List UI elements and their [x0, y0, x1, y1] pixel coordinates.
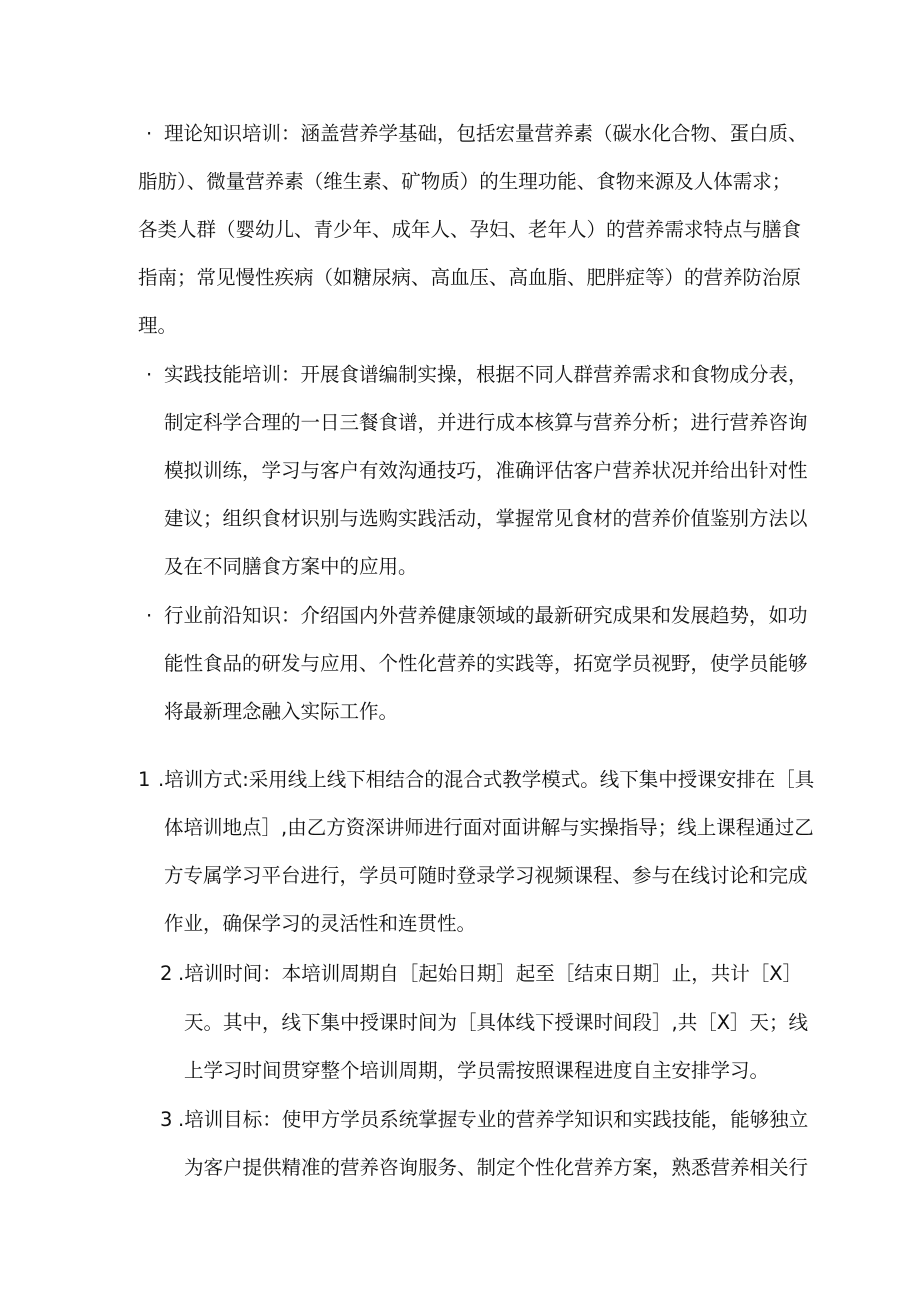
item-number: 1: [138, 768, 151, 791]
bullet-1-line-2: 脂肪）、微量营养素（维生素、矿物质）的生理功能、食物来源及人体需求；: [138, 170, 792, 193]
item-number: 2: [160, 962, 173, 985]
item-1-line-1: .培训方式:采用线上线下相结合的混合式教学模式。线下集中授课安排在［具: [158, 768, 815, 791]
item-1-line-3: 方专属学习平台进行，学员可随时登录学习视频课程、参与在线讨论和完成: [164, 864, 808, 887]
bullet-1-line-4: 指南；常见慢性疾病（如糖尿病、高血压、高血脂、肥胖症等）的营养防治原: [138, 266, 802, 289]
item-3-line-1: .培训目标：使甲方学员系统掌握专业的营养学知识和实践技能，能够独立: [178, 1108, 809, 1131]
bullet-2-line-3: 模拟训练，学习与客户有效沟通技巧，准确评估客户营养状况并给出针对性: [164, 459, 808, 482]
bullet-1-line-1: 理论知识培训：涵盖营养学基础，包括宏量营养素（碳水化合物、蛋白质、: [164, 122, 808, 145]
bullet-3-line-3: 将最新理念融入实际工作。: [164, 700, 399, 723]
bullet-2-line-2: 制定科学合理的一日三餐食谱，并进行成本核算与营养分析；进行营养咨询: [164, 411, 808, 434]
bullet-2-line-4: 建议；组织食材识别与选购实践活动，掌握常见食材的营养价值鉴别方法以: [164, 507, 808, 530]
item-1-line-2: 体培训地点］,由乙方资深讲师进行面对面讲解与实操指导；线上课程通过乙: [164, 816, 814, 839]
item-2-line-2: 天。其中，线下集中授课时间为［具体线下授课时间段］,共［X］天；线: [184, 1011, 809, 1034]
item-1-line-4: 作业，确保学习的灵活性和连贯性。: [164, 912, 477, 935]
bullet-1-line-3: 各类人群（婴幼儿、青少年、成年人、孕妇、老年人）的营养需求特点与膳食: [138, 218, 802, 241]
bullet-3-line-2: 能性食品的研发与应用、个性化营养的实践等，拓宽学员视野，使学员能够: [164, 652, 808, 675]
bullet-marker: ·: [146, 122, 153, 145]
item-2-line-1: .培训时间：本培训周期自［起始日期］起至［结束日期］止，共计［X］: [178, 962, 803, 985]
bullet-2-line-1: 实践技能培训：开展食谱编制实操，根据不同人群营养需求和食物成分表，: [164, 363, 808, 386]
bullet-marker: ·: [146, 363, 153, 386]
bullet-1-line-5: 理。: [138, 314, 178, 337]
bullet-marker: ·: [146, 604, 153, 627]
item-2-line-3: 上学习时间贯穿整个培训周期，学员需按照课程进度自主安排学习。: [184, 1059, 770, 1082]
item-number: 3: [160, 1108, 173, 1131]
bullet-3-line-1: 行业前沿知识：介绍国内外营养健康领域的最新研究成果和发展趋势，如功: [164, 604, 808, 627]
bullet-2-line-5: 及在不同膳食方案中的应用。: [164, 555, 418, 578]
item-3-line-2: 为客户提供精准的营养咨询服务、制定个性化营养方案，熟悉营养相关行: [184, 1156, 809, 1179]
